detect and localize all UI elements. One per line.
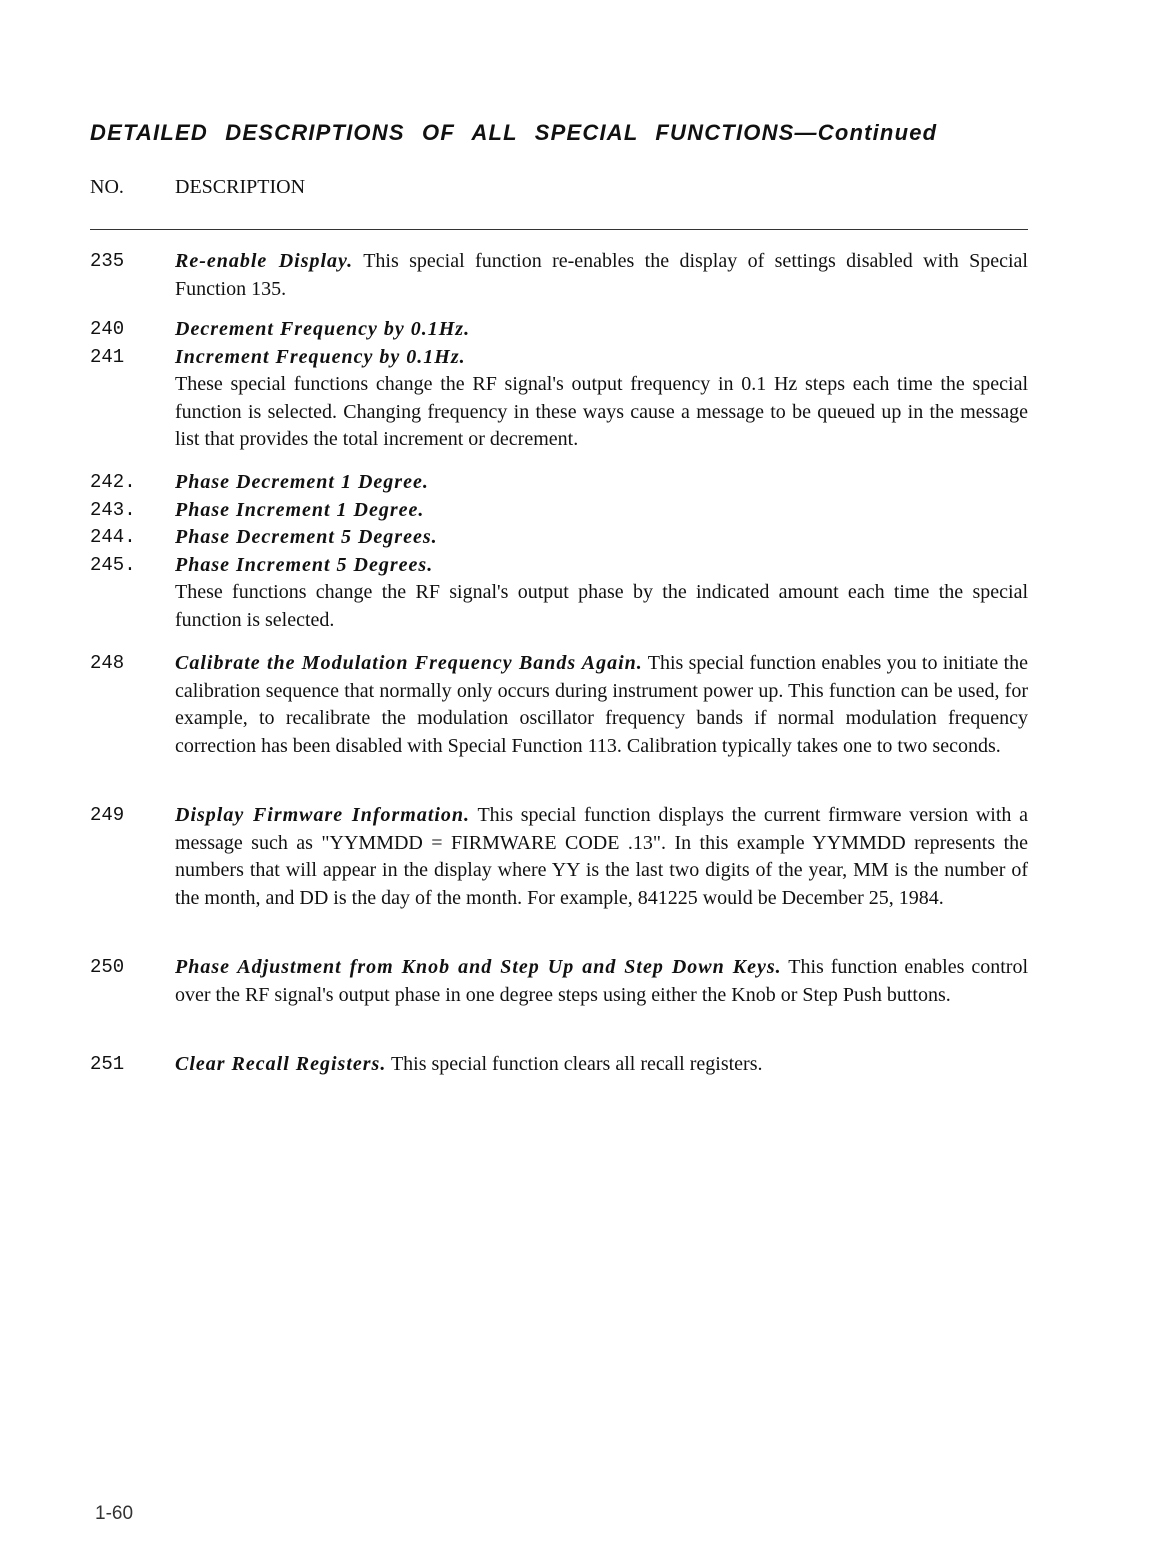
function-title: Display Firmware Information. (175, 804, 471, 826)
function-title: Re-enable Display. (175, 250, 354, 272)
function-number: 240 (90, 318, 125, 340)
function-number: 241 (90, 345, 125, 368)
function-title: Increment Frequency by 0.1Hz. (175, 345, 466, 368)
function-description: These special functions change the RF signal's output frequency in 0.1 Hz steps each time the special function is selected. Changing frequency in these ways cause a message to be queued up in the message list that provides the total increment or decrement. (175, 373, 1028, 450)
function-title: Phase Increment 1 Degree. (175, 498, 425, 521)
function-description: This special function clears all recall registers. (390, 1053, 763, 1075)
entry-235 (90, 248, 1028, 303)
function-number: 245. (90, 553, 136, 576)
entry-249 (90, 802, 1028, 912)
page-header: DETAILED DESCRIPTIONS OF ALL SPECIAL FUNCTIONS—Continued (90, 120, 938, 145)
entry-250 (90, 954, 1028, 1009)
function-description: This special function enables you to initiate the calibration sequence that normally only occurs during instrument power up. This function can be used, for example, to recalibrate the modulation oscillator frequency bands if normal modulation frequency correction has been disabled with Special Function 113. Calibration typically takes one to two seconds. (175, 652, 1029, 757)
function-title: Phase Adjustment from Knob and Step Up and Step Down Keys. (175, 956, 782, 978)
function-number: 235 (90, 250, 125, 272)
function-number: 243. (90, 498, 136, 521)
function-title: Phase Decrement 1 Degree. (175, 471, 429, 493)
function-number: 249 (90, 804, 125, 826)
header-rule (90, 229, 1028, 230)
function-title: Clear Recall Registers. (175, 1053, 387, 1075)
function-title: Phase Decrement 5 Degrees. (175, 526, 438, 548)
function-description: This special function re-enables the display of settings disabled with Special Function 135. (175, 250, 1028, 300)
entry-251 (90, 1051, 1028, 1079)
function-description: This function enables control over the RF signal's output phase in one degree steps using either the Knob or Step Push buttons. (175, 956, 1029, 1006)
function-description: These functions change the RF signal's output phase by the indicated amount each time the special function is selected. (175, 581, 1028, 631)
column-header-no: NO. (90, 176, 124, 198)
function-title: Decrement Frequency by 0.1Hz. (175, 318, 471, 340)
column-header-description: DESCRIPTION (175, 176, 306, 198)
function-description: This special function displays the current firmware version with a message such as "YYMMDD = FIRMWARE CODE .13". In this example YYMMDD represents the numbers that will appear in the display where YY is the last two digits of the year, MM is the number of the month, and DD is the day of the month. For example, 841225 would be December 25, 1984. (175, 804, 1028, 909)
entry-240 (90, 316, 1028, 454)
entry-248 (90, 650, 1028, 760)
function-number: 248 (90, 652, 125, 674)
function-title: Phase Increment 5 Degrees. (175, 553, 434, 576)
function-number: 242. (90, 471, 136, 493)
function-number: 250 (90, 956, 125, 978)
entry-242 (90, 469, 1028, 634)
page-number: 1-60 (95, 1503, 134, 1524)
function-number: 244. (90, 526, 136, 548)
function-title: Calibrate the Modulation Frequency Bands Again. (175, 652, 643, 674)
function-number: 251 (90, 1053, 125, 1075)
